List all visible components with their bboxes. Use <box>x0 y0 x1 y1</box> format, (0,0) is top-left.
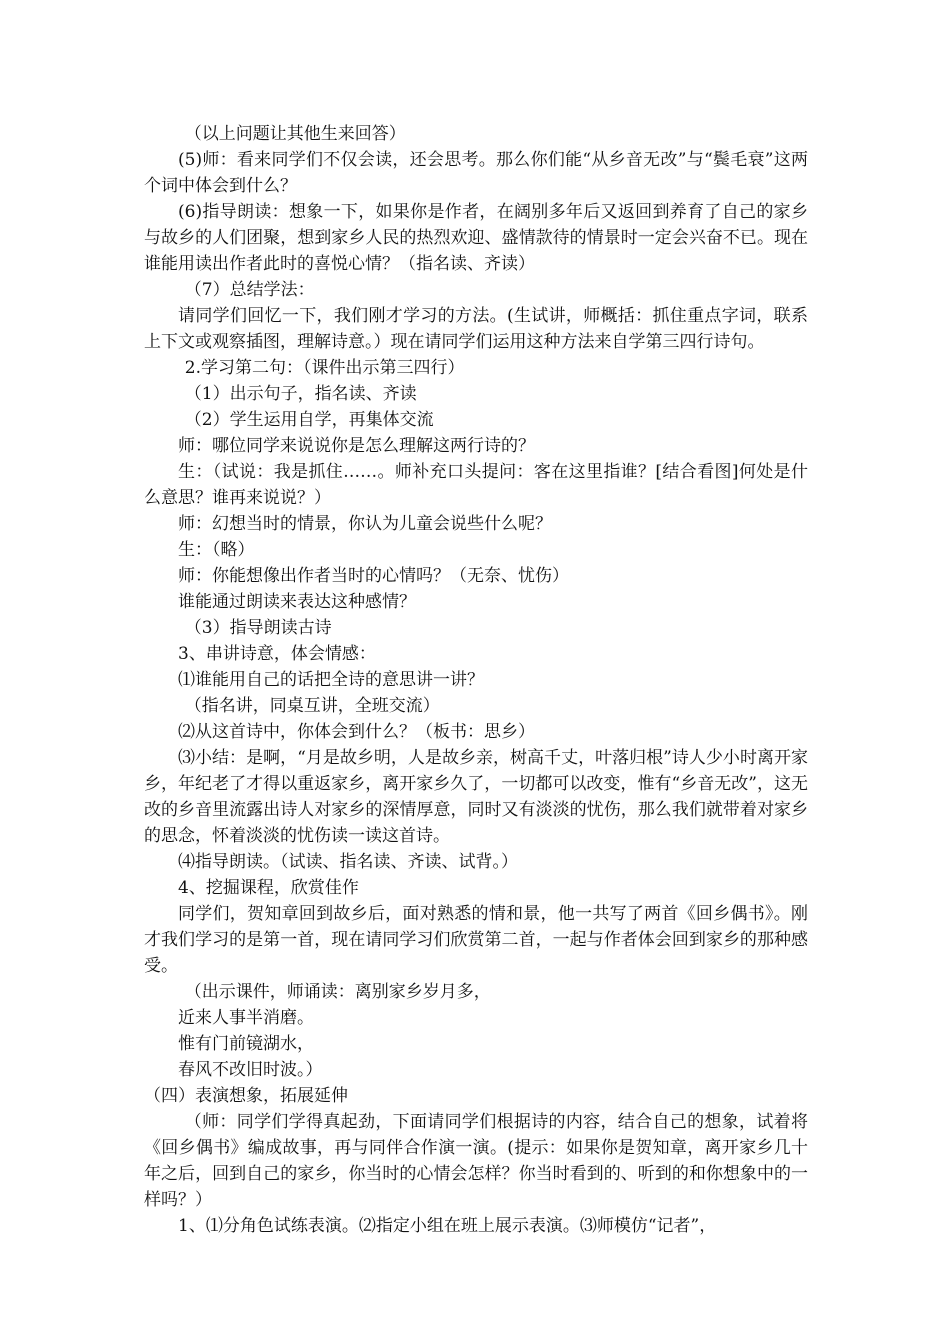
paragraph-line: (6)指导朗读：想象一下，如果你是作者，在阔别多年后又返回到养育了自己的家乡与故乡的人们团聚，想到家乡人民的热烈欢迎、盛情款待的情景时一定会兴奋不已。现在谁能用读出作者此时的喜悦心情？（指名读、齐读） <box>144 202 808 274</box>
paragraph-line: ⑶小结：是啊，“月是故乡明，人是故乡亲，树高千丈，叶落归根”诗人少小时离开家乡，年纪老了才得以重返家乡，离开家乡久了，一切都可以改变，惟有“乡音无改”，这无改的乡音里流露出诗人对家乡的深情厚意，同时又有淡淡的忧伤，那么我们就带着对家乡的思念，怀着淡淡的忧伤读一读这首诗。 <box>144 748 808 846</box>
paragraph-line: （出示课件，师诵读：离别家乡岁月多， <box>184 982 491 1002</box>
paragraph-line: 1、⑴分角色试练表演。⑵指定小组在班上展示表演。⑶师模仿“记者”， <box>178 1216 717 1236</box>
paragraph-line: ⑵从这首诗中，你体会到什么？（板书：思乡） <box>178 722 535 742</box>
paragraph-line: 生：（试说：我是抓住……。师补充口头提问：客在这里指谁？[结合看图]何处是什么意思？谁再来说说？） <box>144 462 808 508</box>
paragraph-line: ⑴谁能用自己的话把全诗的意思讲一讲？ <box>178 670 484 690</box>
paragraph-line: 请同学们回忆一下，我们刚才学习的方法。(生试讲，师概括：抓住重点字词，联系上下文或观察插图，理解诗意。）现在请同学们运用这种方法来自学第三四行诗句。 <box>144 306 808 352</box>
paragraph-line: （以上问题让其他生来回答） <box>184 124 406 144</box>
paragraph-line: 3、串讲诗意，体会情感： <box>178 644 376 664</box>
document-body <box>144 121 808 1239</box>
paragraph-line: 春风不改旧时波。） <box>178 1060 323 1080</box>
paragraph-line: (5)师：看来同学们不仅会读，还会思考。那么你们能“从乡音无改”与“鬓毛衰”这两个词中体会到什么？ <box>144 150 808 196</box>
paragraph-line: 近来人事半消磨。 <box>178 1008 314 1028</box>
paragraph-line: 4、挖掘课程，欣赏佳作 <box>178 878 359 898</box>
paragraph-line: （师：同学们学得真起劲，下面请同学们根据诗的内容，结合自己的想象，试着将《回乡偶书》编成故事，再与同伴合作演一演。(提示：如果你是贺知章，离开家乡几十年之后，回到自己的家乡，你当时的心情会怎样？你当时看到的、听到的和你想象中的一样吗？） <box>144 1112 808 1210</box>
paragraph-line: 2.学习第二句：（课件出示第三四行） <box>184 358 465 378</box>
paragraph-line: 同学们，贺知章回到故乡后，面对熟悉的情和景，他一共写了两首《回乡偶书》。刚才我们学习的是第一首，现在请同学习们欣赏第二首，一起与作者体会回到家乡的那种感受。 <box>144 904 808 976</box>
paragraph-line: ⑷指导朗读。（试读、指名读、齐读、试背。） <box>178 852 518 872</box>
paragraph-line: （1）出示句子，指名读、齐读 <box>184 384 417 404</box>
paragraph-line: （3）指导朗读古诗 <box>184 618 332 638</box>
paragraph-line: 师：哪位同学来说说你是怎么理解这两行诗的？ <box>178 436 535 456</box>
paragraph-line: 惟有门前镜湖水， <box>178 1034 314 1054</box>
paragraph-line: 师：你能想像出作者当时的心情吗？（无奈、忧伤） <box>178 566 569 586</box>
paragraph-line: （指名讲，同桌互讲，全班交流） <box>184 696 440 716</box>
paragraph-line: 师：幻想当时的情景，你认为儿童会说些什么呢？ <box>178 514 552 534</box>
paragraph-line: （7）总结学法： <box>184 280 315 300</box>
paragraph-line: （2）学生运用自学，再集体交流 <box>184 410 434 430</box>
paragraph-line: （四）表演想象，拓展延伸 <box>144 1086 348 1106</box>
paragraph-line: 生：（略） <box>178 540 255 560</box>
paragraph-line: 谁能通过朗读来表达这种感情？ <box>178 592 416 612</box>
